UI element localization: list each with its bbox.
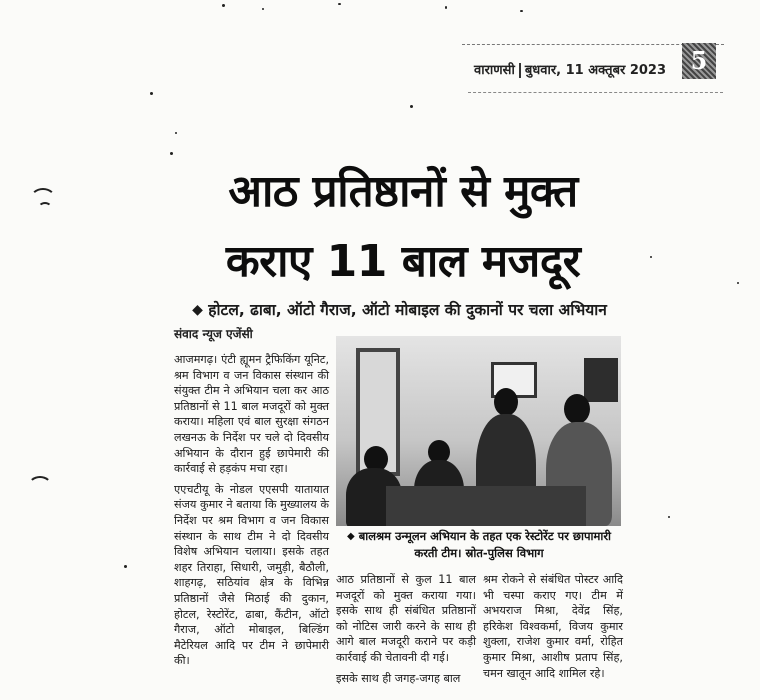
byline: संवाद न्यूज एजेंसी xyxy=(174,327,253,341)
scan-speck xyxy=(262,8,264,10)
paragraph: श्रम रोकने से संबंधित पोस्टर आदि भी चस्पा कराए गए। टीम में अभयराज मिश्रा, देवेंद्र सिंह, हरिकेश विश्वकर्मा, विजय कुमार शुक्ला, राजेश कुमार वर्मा, रोहित कुमार मिश्रा, आशीष प्रताप सिंह, चमन खातून आदि शामिल रहे। xyxy=(483,573,623,680)
caption-text: बालश्रम उन्मूलन अभियान के तहत एक रेस्टोरेंट पर छापामारी करती टीम। स्रोत-पुलिस विभाग xyxy=(358,529,612,560)
article-column-2 xyxy=(336,572,476,691)
photo-person xyxy=(564,394,590,424)
paragraph: आठ प्रतिष्ठानों से कुल 11 बाल मजदूरों को मुक्त कराया गया। इसके साथ ही संबंधित प्रतिष्ठानों को नोटिस जारी करने के साथ ही आगे बाल मजदूरी कराने पर कड़ी कार्रवाई की चेतावनी दी गई। xyxy=(336,573,476,664)
dateline-date: बुधवार, 11 अक्तूबर 2023 xyxy=(524,63,667,78)
dateline-separator xyxy=(519,63,521,78)
caption-bullet-icon: ◆ xyxy=(346,531,355,542)
scan-speck xyxy=(520,10,523,12)
article-photo xyxy=(336,336,621,526)
scan-speck xyxy=(737,282,739,284)
paragraph: एएचटीयू के नोडल एएसपी यातायात संजय कुमार ने बताया कि मुख्यालय के निर्देश पर श्रम विभाग व जन विकास संस्थान के साथ टीम ने दो दिवसीय विशेष अभियान चलाया। इसके तहत शहर तिराहा, सिधारी, जमुड़ी, बैठौली, शाहगढ़, सठियांव क्षेत्र के विभिन्न प्रतिष्ठानों जैसे मिठाई की दुकान, होटल, रेस्टोरेंट, ढाबा, कैंटीन, ऑटो गैराज, ऑटो मोबाइल, बिल्डिंग मैटेरियल आदि पर टीम ने छापेमारी की। xyxy=(174,482,329,668)
paragraph: आजमगढ़। एंटी ह्यूमन ट्रैफिकिंग यूनिट, श्रम विभाग व जन विकास संस्थान की संयुक्त टीम ने अभियान चला कर आठ प्रतिष्ठानों से 11 बाल मजदूरों को मुक्त कराया। महिला एवं बाल सुरक्षा संगठन लखनऊ के निर्देश पर चले दो दिवसीय अभियान के दौरान हुई छापेमारी की कार्रवाई से हड़कंप मचा रहा। xyxy=(174,353,329,476)
paragraph: इसके साथ ही जगह-जगह बाल xyxy=(336,671,461,685)
scan-speck xyxy=(150,92,153,95)
photo-signboard xyxy=(584,358,618,402)
dateline xyxy=(474,60,666,78)
scan-speck xyxy=(338,3,341,5)
scan-speck xyxy=(170,152,173,155)
article-column-1 xyxy=(174,352,329,674)
headline xyxy=(168,162,638,292)
headline-line-2: कराए 11 बाल मजदूर xyxy=(225,236,581,287)
article-column-3 xyxy=(483,572,623,686)
scan-speck xyxy=(650,256,652,258)
subheadline-text: होटल, ढाबा, ऑटो गैराज, ऑटो मोबाइल की दुकानों पर चला अभियान xyxy=(208,301,607,319)
page-number: 5 xyxy=(682,43,716,79)
scan-speck xyxy=(445,6,447,9)
scan-speck xyxy=(222,4,225,7)
scan-speck xyxy=(410,105,413,108)
header-rule-bottom xyxy=(468,92,723,93)
scan-speck xyxy=(175,132,177,134)
scan-speck xyxy=(124,565,127,568)
dateline-city: वाराणसी xyxy=(474,63,515,78)
scan-mark xyxy=(28,476,52,496)
scan-speck xyxy=(668,516,670,518)
photo-caption xyxy=(338,528,620,561)
headline-line-1: आठ प्रतिष्ठानों से मुक्त xyxy=(228,166,578,217)
scan-mark xyxy=(38,202,52,214)
photo-person xyxy=(494,388,518,416)
subheadline xyxy=(172,298,627,320)
bullet-icon: ◆ xyxy=(192,302,203,318)
photo-table xyxy=(386,486,586,526)
